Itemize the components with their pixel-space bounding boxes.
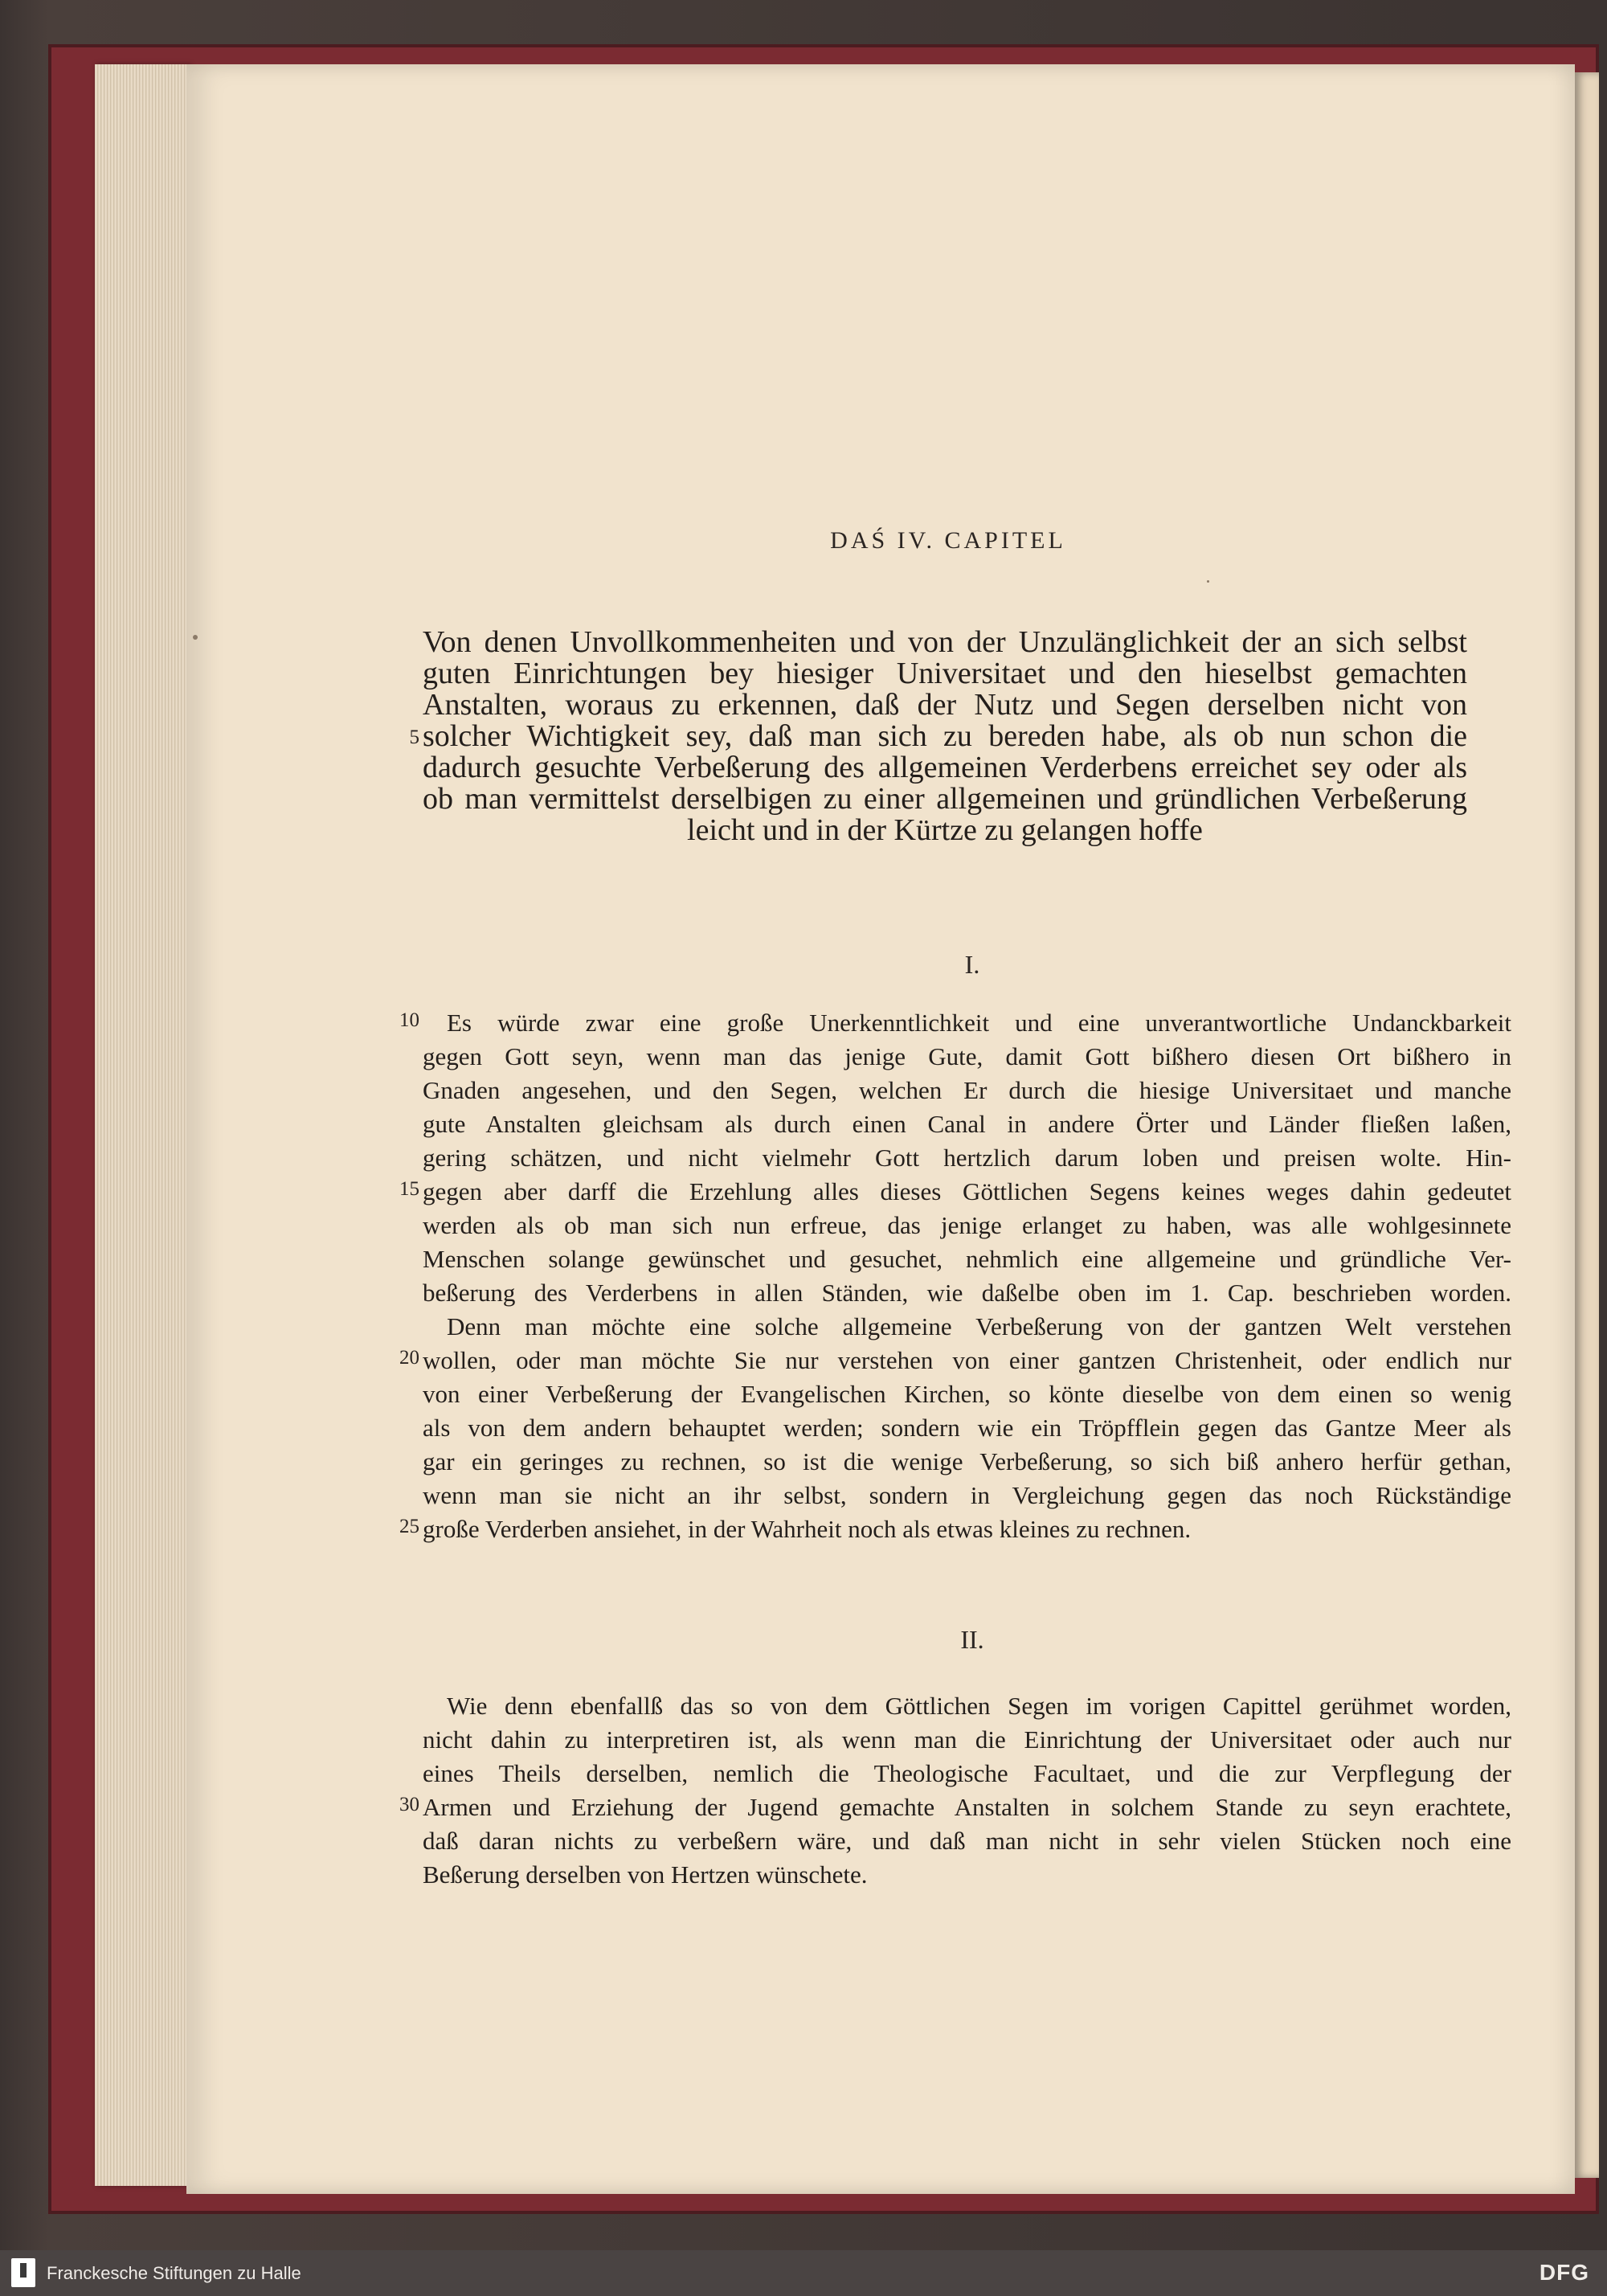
facing-page-edge xyxy=(1575,72,1599,2178)
institution-name[interactable]: Franckesche Stiftungen zu Halle xyxy=(47,2263,301,2283)
heading-line: Von denen Unvollkommenheiten und von der Unzulänglichkeit der an sich selbst xyxy=(423,625,1467,659)
text-line: beßerung des Verderbens in allen Ständen, wie daßelbe oben im 1. Cap. beschrieben worden. xyxy=(423,1279,1511,1307)
heading-line: guten Einrichtungen bey hiesiger Universitaet und den hieselbst gemachten xyxy=(423,657,1467,690)
institution-logo-icon[interactable] xyxy=(11,2258,35,2287)
text-line: Denn man möchte eine solche allgemeine Verbeßerung von der gantzen Welt verstehen xyxy=(447,1312,1511,1340)
section-2-text xyxy=(423,1689,1511,1892)
text-line: wollen, oder man möchte Sie nur verstehen von einer gantzen Christenheit, oder endlich nur xyxy=(423,1346,1511,1374)
text-line: daß daran nichts zu verbeßern wäre, und daß man nicht in sehr vielen Stücken noch eine xyxy=(423,1827,1511,1855)
text-line: große Verderben ansiehet, in der Wahrheit noch als etwas kleines zu rechnen. xyxy=(423,1515,1192,1543)
text-line: Armen und Erziehung der Jugend gemachte Anstalten in solchem Stande zu seyn erachtete, xyxy=(423,1793,1511,1821)
viewer-footer xyxy=(0,2250,1607,2296)
text-line: nicht dahin zu interpretiren ist, als wenn man die Einrichtung der Universitaet oder auch nur xyxy=(423,1725,1511,1754)
line-number: 25 xyxy=(399,1516,419,1537)
section-1-text xyxy=(423,1006,1511,1546)
dfg-logo[interactable]: DFG xyxy=(1539,2260,1589,2285)
text-line: gegen aber darff die Erzehlung alles dieses Göttlichen Segens keines weges dahin gedeutet xyxy=(423,1177,1511,1205)
heading-line: solcher Wichtigkeit sey, daß man sich zu bereden habe, als ob nun schon die xyxy=(423,719,1467,753)
line-number: 5 xyxy=(409,726,419,748)
paper-speck xyxy=(193,635,198,640)
text-line: werden als ob man sich nun erfreue, das jenige erlanget zu haben, was alle wohlgesinnete xyxy=(423,1211,1511,1239)
heading-line: ob man vermittelst derselbigen zu einer allgemeinen und gründlichen Verbeßerung xyxy=(423,782,1467,816)
section-number: I. xyxy=(964,950,980,979)
text-line: Menschen solange gewünschet und gesuchet, nehmlich eine allgemeine und gründliche Ver- xyxy=(423,1245,1511,1273)
heading-line: leicht und in der Kürtze zu gelangen hoffe xyxy=(687,813,1203,847)
text-line: als von dem andern behauptet werden; sondern wie ein Tröpfflein gegen das Gantze Meer als xyxy=(423,1414,1511,1442)
paper-speck xyxy=(1207,580,1209,583)
heading-line: dadurch gesuchte Verbeßerung des allgemeinen Verderbens erreichet sey oder als xyxy=(423,751,1467,784)
text-line: gar ein geringes zu rechnen, so ist die wenige Verbeßerung, so sich biß anhero herfür gethan, xyxy=(423,1447,1511,1475)
text-line: Wie denn ebenfallß das so von dem Göttlichen Segen im vorigen Capittel gerühmet worden, xyxy=(447,1692,1511,1720)
section-number: II. xyxy=(960,1625,984,1654)
text-line: gering schätzen, und nicht vielmehr Gott hertzlich darum loben und preisen wolte. Hin- xyxy=(423,1144,1511,1172)
line-number: 20 xyxy=(399,1347,419,1369)
text-line: gute Anstalten gleichsam als durch einen Canal in andere Örter und Länder fließen laßen, xyxy=(423,1110,1511,1138)
text-line: Es würde zwar eine große Unerkenntlichkeit und eine unverantwortliche Undanckbarkeit xyxy=(447,1009,1511,1037)
text-line: gegen Gott seyn, wenn man das jenige Gute, damit Gott bißhero diesen Ort bißhero in xyxy=(423,1042,1511,1070)
chapter-heading xyxy=(423,627,1467,846)
line-number: 15 xyxy=(399,1178,419,1200)
heading-line: Anstalten, woraus zu erkennen, daß der Nutz und Segen derselben nicht von xyxy=(423,688,1467,722)
text-line: Gnaden angesehen, und den Segen, welchen Er durch die hiesige Universitaet und manche xyxy=(423,1076,1511,1104)
text-line: wenn man sie nicht an ihr selbst, sondern in Vergleichung gegen das noch Rückständige xyxy=(423,1481,1511,1509)
chapter-title: DAŚ IV. CAPITEL xyxy=(830,527,1066,554)
text-line: eines Theils derselben, nemlich die Theologische Facultaet, und die zur Verpflegung der xyxy=(423,1759,1511,1787)
line-number: 30 xyxy=(399,1794,419,1815)
text-line: von einer Verbeßerung der Evangelischen Kirchen, so könte dieselbe von dem einen so wenig xyxy=(423,1380,1511,1408)
text-line: Beßerung derselben von Hertzen wünschete. xyxy=(423,1860,868,1889)
page-edges xyxy=(95,64,190,2186)
line-number: 10 xyxy=(399,1009,419,1031)
